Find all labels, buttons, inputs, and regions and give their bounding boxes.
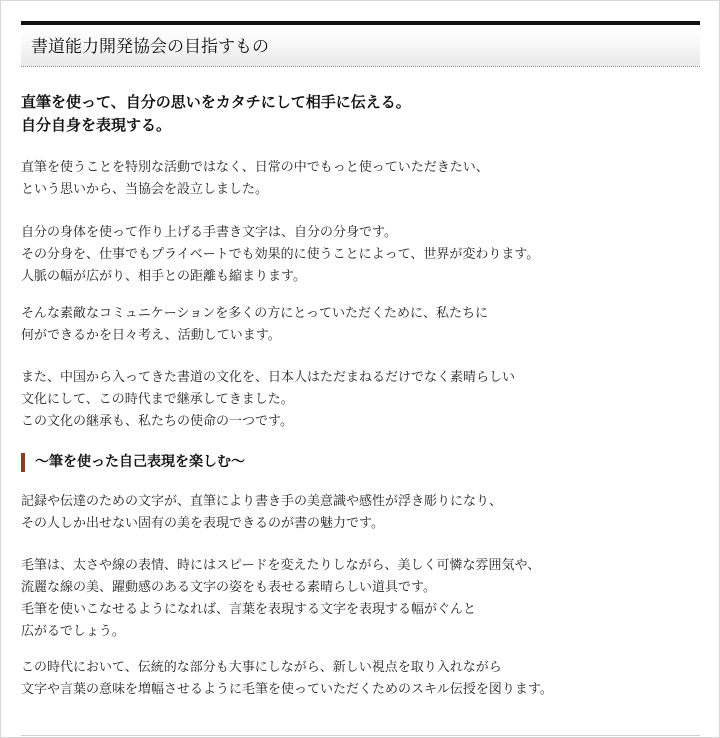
paragraph-line: 何ができるかを日々考え、活動しています。 — [21, 328, 281, 343]
paragraph-line: 文字や言葉の意味を増幅させるように毛筆を使っていただくためのスキル伝授を図ります。 — [21, 682, 553, 697]
paragraph-line: 広がるでしょう。 — [21, 624, 125, 639]
paragraph-line: そんな素敵なコミュニケーションを多くの方にとっていただくために、私たちに — [21, 306, 488, 321]
section-accent-bar — [21, 453, 25, 472]
paragraph-line: 直筆を使うことを特別な活動ではなく、日常の中でもっと使っていただきたい、 — [21, 160, 489, 175]
lead-line: 直筆を使って、自分の思いをカタチにして相手に伝える。 — [21, 93, 411, 111]
paragraph-line: 自分の身体を使って作り上げる手書き文字は、自分の分身です。 — [21, 225, 397, 240]
paragraph-line: この文化の継承も、私たちの使命の一つです。 — [21, 414, 293, 429]
section-paragraph-3 — [21, 657, 553, 701]
lead-statement — [21, 91, 411, 137]
intro-paragraph-3 — [21, 303, 488, 347]
lead-line: 自分自身を表現する。 — [21, 116, 172, 134]
bottom-divider — [21, 735, 700, 736]
page-title: 書道能力開発協会の目指すもの — [31, 37, 269, 57]
section-paragraph-1 — [21, 491, 502, 535]
paragraph-line: 流麗な線の美、躍動感のある文字の姿をも表せる素晴らしい道具です。 — [21, 580, 436, 595]
paragraph-line: その人しか出せない固有の美を表現できるのが書の魅力です。 — [21, 516, 384, 531]
paragraph-line: その分身を、仕事でもプライベートでも効果的に使うことによって、世界が変わります。 — [21, 247, 540, 262]
paragraph-line: また、中国から入ってきた書道の文化を、日本人はただまねるだけでなく素晴らしい — [21, 370, 516, 385]
intro-paragraph-4 — [21, 367, 515, 433]
paragraph-line: 文化にして、この時代まで継承してきました。 — [21, 392, 294, 407]
paragraph-line: この時代において、伝統的な部分も大事にしながら、新しい視点を取り入れながら — [21, 660, 502, 675]
paragraph-line: 人脈の幅が広がり、相手との距離も縮まります。 — [21, 269, 306, 284]
paragraph-line: という思いから、当協会を設立しました。 — [21, 182, 269, 197]
page-header — [21, 28, 700, 67]
paragraph-line: 毛筆は、太さや線の表情、時にはスピードを変えたりしながら、美しく可憐な雰囲気や、 — [21, 558, 541, 573]
header-top-rule — [21, 21, 700, 25]
section-paragraph-2 — [21, 555, 540, 643]
intro-paragraph-2 — [21, 222, 539, 288]
paragraph-line: 毛筆を使いこなせるようになれば、言葉を表現する文字を表現する幅がぐんと — [21, 602, 477, 617]
intro-paragraph-1 — [21, 157, 489, 201]
section-title: ～筆を使った自己表現を楽しむ～ — [35, 454, 245, 470]
paragraph-line: 記録や伝達のための文字が、直筆により書き手の美意識や感性が浮き彫りになり、 — [21, 494, 503, 509]
section-heading — [21, 452, 245, 472]
